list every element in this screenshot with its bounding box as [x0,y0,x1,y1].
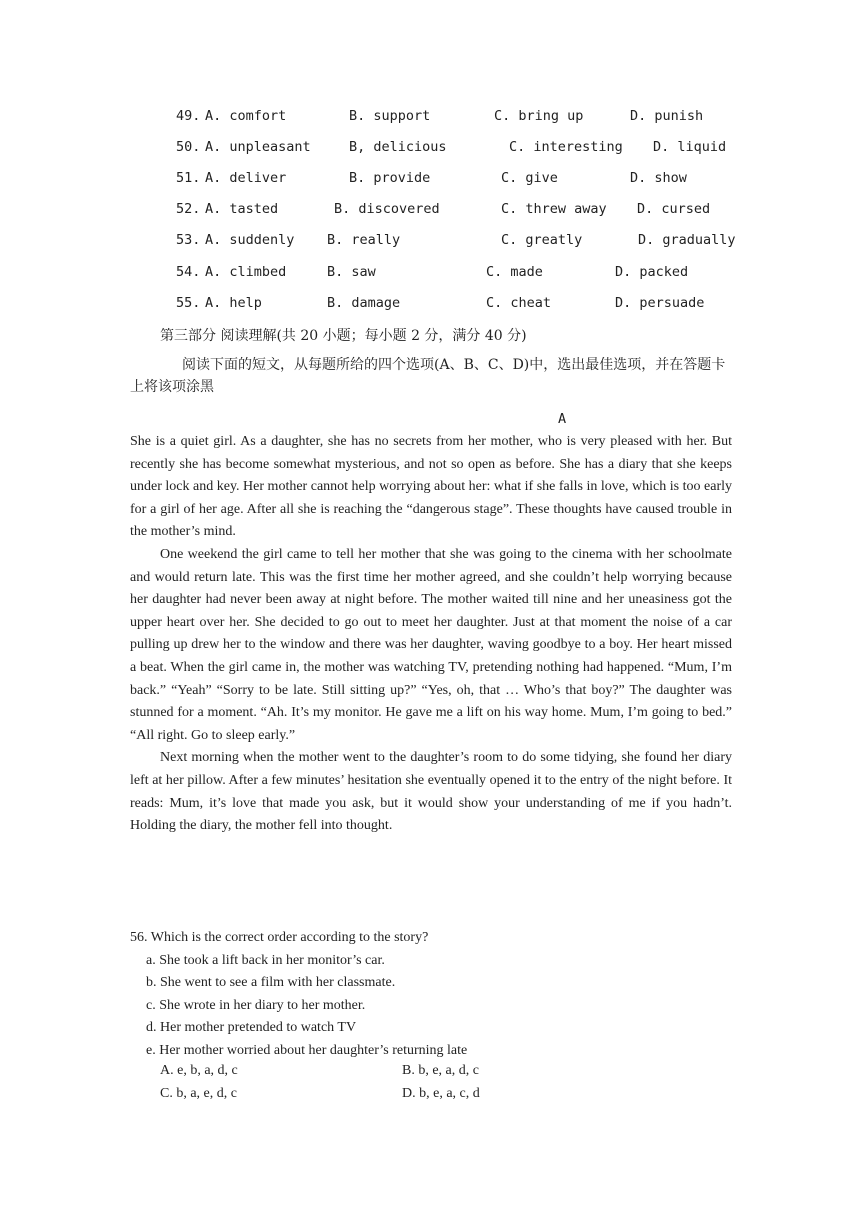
option-d: D. show [630,170,687,186]
passage-paragraph: Next morning when the mother went to the daughter’s room to do some tidying, she found her diary left at her pillow. After a few minutes’ hesitation she eventually opened it to the entry of the night before. It reads: Mum, it’s love that made you ask, but it would show your understanding of me if you hadn’t. Holding the diary, the mother fell into thought. [130,750,732,834]
option-d: D. packed [615,264,689,280]
option-a: A. tasted [205,201,279,217]
section-instruction: 阅读下面的短文，从每题所给的四个选项(A、B、C、D)中，选出最佳选项，并在答题卡上将该项涂黑 [130,357,726,395]
option-a: A. climbed [205,264,287,280]
event-item: d. Her mother pretended to watch TV [146,1020,357,1036]
question-number: 53. [176,232,201,248]
event-item: c. She wrote in her diary to her mother. [146,997,366,1013]
choice-c: C. b, a, e, d, c [160,1086,237,1101]
option-b: B. saw [327,264,376,280]
option-d: D. gradually [638,232,736,248]
option-b: B. support [349,108,431,124]
question-number: 52. [176,201,201,217]
option-c: C. made [486,264,543,280]
choice-b: B. b, e, a, d, c [402,1063,479,1078]
section-heading: 第三部分 阅读理解(共 20 小题；每小题 2 分，满分 40 分) [160,328,527,344]
option-b: B, delicious [349,139,447,155]
option-a: A. suddenly [205,232,295,248]
question-number: 54. [176,264,201,280]
choice-d: D. b, e, a, c, d [402,1086,480,1101]
question-stem: 56. Which is the correct order according to the story? [130,930,429,945]
option-b: B. damage [327,295,401,311]
option-a: A. comfort [205,108,287,124]
option-c: C. interesting [509,139,623,155]
option-c: C. greatly [501,232,583,248]
event-item: e. Her mother worried about her daughter’s returning late [146,1042,468,1058]
option-d: D. cursed [637,201,711,217]
option-c: C. bring up [494,108,584,124]
option-d: D. persuade [615,295,705,311]
option-c: C. cheat [486,295,552,311]
event-item: b. She went to see a film with her classmate. [146,975,396,991]
question-number: 55. [176,295,201,311]
option-d: D. punish [630,108,704,124]
option-b: B. provide [349,170,431,186]
question-number: 51. [176,170,201,186]
question-number: 50. [176,139,201,155]
event-item: a. She took a lift back in her monitor’s car. [146,952,385,968]
passage-paragraph: One weekend the girl came to tell her mother that she was going to the cinema with her schoolmate and would return late. This was the first time her mother agreed, and she couldn’t help worrying because her daughter had never been away at night before. The mother waited till nine and her uneasiness got the upper heart over her. She decided to go out to meet her daughter. Just at that moment the noise of a car pulling up drew her to the window and there was her daughter, waving goodbye to a boy. Her heart missed a beat. When the girl came in, the mother was watching TV, pretending nothing had happened. “Mum, I’m back.” “Yeah” “Sorry to be late. Still sitting up?” “Yes, oh, that … Who’s that boy?” The daughter was stunned for a moment. “Ah. It’s my monitor. He gave me a lift on his way home. Mum, I’m going to bed.” “All right. Go to sleep early.” [130,546,732,743]
option-b: B. discovered [334,201,440,217]
choice-a: A. e, b, a, d, c [160,1063,238,1078]
option-b: B. really [327,232,401,248]
option-a: A. deliver [205,170,287,186]
question-number: 49. [176,108,201,124]
option-c: C. threw away [501,201,607,217]
question-56 [130,927,467,1063]
option-d: D. liquid [653,139,727,155]
option-c: C. give [501,170,558,186]
passage-paragraph: She is a quiet girl. As a daughter, she has no secrets from her mother, who is very pleased with her. But recently she has become somewhat mysterious, and not so open as before. She has a diary that she keeps under lock and key. Her mother cannot help worrying about her: what if she falls in love, which is too early for a girl of her age. After all she is reaching the “dangerous stage”. These thoughts have caused trouble in the mother’s mind. [130,434,732,540]
option-a: A. help [205,295,262,311]
passage-label: A [558,411,567,427]
passage-text [130,431,732,838]
option-a: A. unpleasant [205,139,311,155]
